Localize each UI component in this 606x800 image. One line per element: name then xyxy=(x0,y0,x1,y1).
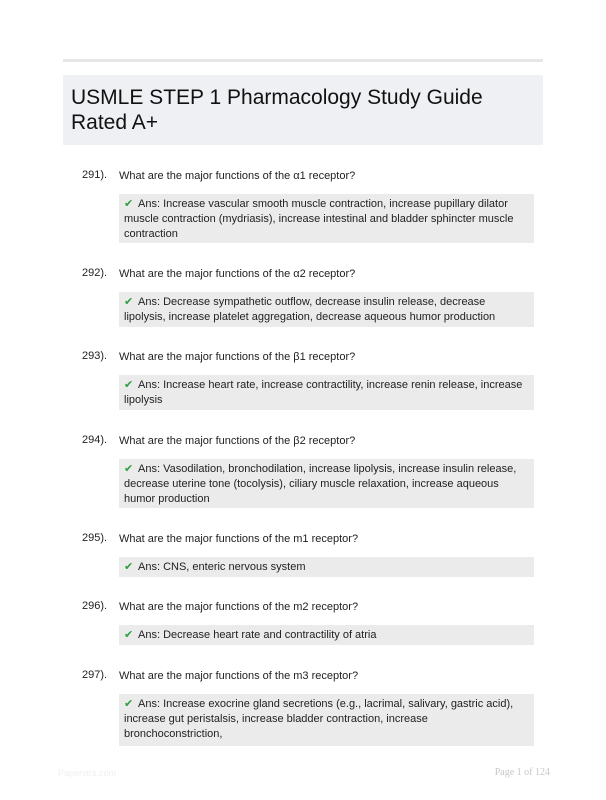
footer-watermark: Paperstrs.com xyxy=(58,768,117,778)
answer-text: Ans: Increase vascular smooth muscle contraction, increase pupillary dilator muscle contraction (mydriasis), increase intestinal and bladder sphincter muscle contraction xyxy=(124,198,514,240)
checkmark-icon: ✔ xyxy=(124,379,134,391)
answer-text: Ans: Decrease heart rate and contractility of atria xyxy=(138,629,377,641)
answer-box xyxy=(119,459,534,508)
answer-box xyxy=(119,694,534,746)
answer-box xyxy=(119,557,534,577)
answer-text: Ans: CNS, enteric nervous system xyxy=(138,561,306,573)
checkmark-icon: ✔ xyxy=(124,296,134,308)
question-number: 293). xyxy=(82,350,108,362)
checkmark-icon: ✔ xyxy=(124,561,134,573)
question-number: 291). xyxy=(82,169,108,181)
top-divider xyxy=(63,59,543,62)
page-title: USMLE STEP 1 Pharmacology Study Guide Rated A+ xyxy=(71,86,483,134)
question-number: 294). xyxy=(82,434,108,446)
question-text: What are the major functions of the β2 receptor? xyxy=(119,435,356,447)
question-text: What are the major functions of the m2 receptor? xyxy=(119,601,359,613)
answer-box xyxy=(119,375,534,410)
title-banner xyxy=(63,75,543,145)
checkmark-icon: ✔ xyxy=(124,198,134,210)
question-number: 297). xyxy=(82,669,108,681)
question-text: What are the major functions of the β1 receptor? xyxy=(119,351,356,363)
question-text: What are the major functions of the m1 receptor? xyxy=(119,533,359,545)
answer-text: Ans: Increase exocrine gland secretions (e.g., lacrimal, salivary, gastric acid), increase gut peristalsis, increase bladder contraction, increase bronchoconstriction, xyxy=(124,698,514,740)
answer-text: Ans: Vasodilation, bronchodilation, increase lipolysis, increase insulin release, decrease uterine tone (tocolysis), ciliary muscle relaxation, increase aqueous humor production xyxy=(124,463,517,505)
checkmark-icon: ✔ xyxy=(124,629,134,641)
answer-box xyxy=(119,625,534,645)
question-text: What are the major functions of the α2 receptor? xyxy=(119,268,356,280)
answer-text: Ans: Increase heart rate, increase contractility, increase renin release, increase lipolysis xyxy=(124,379,523,406)
checkmark-icon: ✔ xyxy=(124,463,134,475)
page-indicator: Page 1 of 124 xyxy=(494,767,550,778)
question-text: What are the major functions of the α1 receptor? xyxy=(119,170,356,182)
question-number: 296). xyxy=(82,600,108,612)
answer-text: Ans: Decrease sympathetic outflow, decrease insulin release, decrease lipolysis, increase platelet aggregation, decrease aqueous humor production xyxy=(124,296,496,323)
question-number: 295). xyxy=(82,532,108,544)
checkmark-icon: ✔ xyxy=(124,698,134,710)
answer-box xyxy=(119,194,534,243)
question-number: 292). xyxy=(82,267,108,279)
answer-box xyxy=(119,292,534,327)
question-text: What are the major functions of the m3 receptor? xyxy=(119,670,359,682)
